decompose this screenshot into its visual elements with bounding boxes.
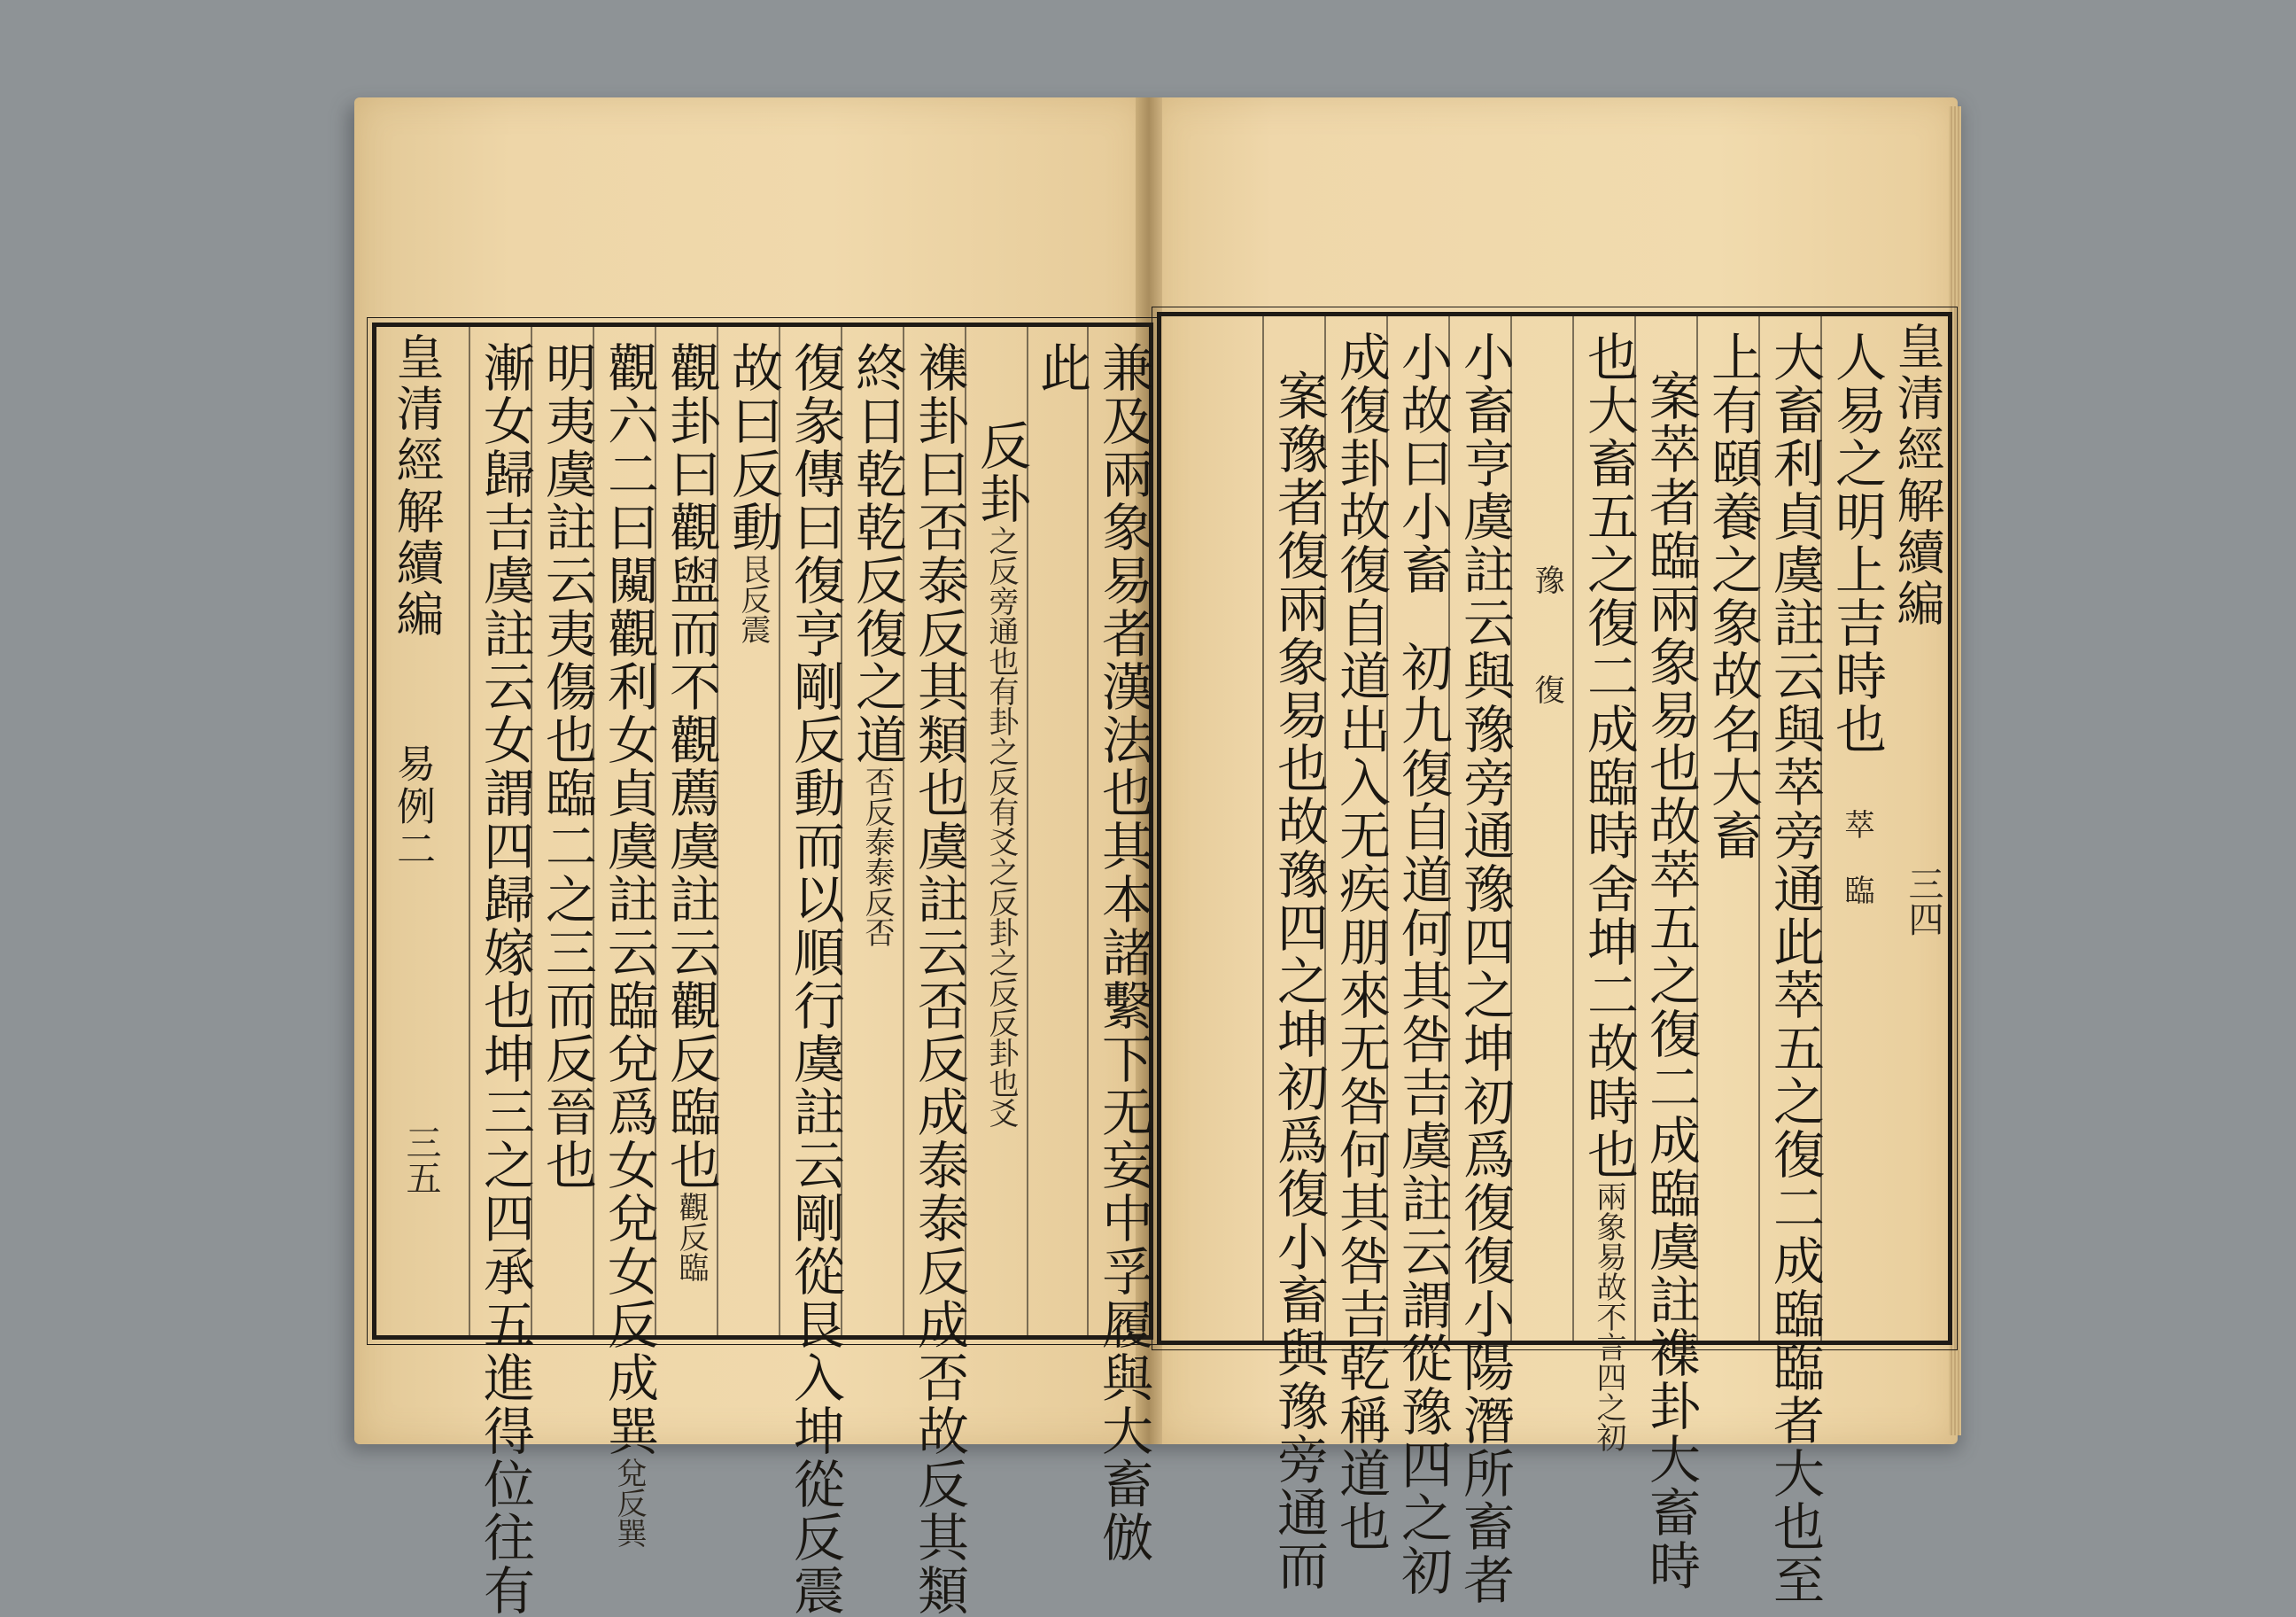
right-col-4: 案萃者臨兩象易也故萃五之復二成臨虞註襍卦大畜時 [1634,316,1696,1341]
left-col-5 [841,327,907,1335]
left-col-3 [965,327,1031,1335]
right-col-8-main: 小故曰小畜 [1392,330,1453,596]
left-col-11: 漸女歸吉虞註云女謂四歸嫁也坤三之四承五進得位往有 [469,327,531,1335]
left-margin-title: 皇清經解續編 [389,332,445,641]
left-col-4: 襍卦曰否泰反其類也虞註云否反成泰泰反成否故反其類 [903,327,965,1335]
right-col-6 [1510,316,1572,1341]
right-col-1 [1820,316,1887,1341]
right-col-5-main: 也大畜五之復二成臨時舍坤二故時也 [1578,330,1639,1181]
left-col-7-note: 艮反震 [735,554,771,644]
right-col-6-note-a: 豫 [1529,564,1564,595]
left-col-3-main: 反卦 [971,419,1031,525]
right-col-8-cont: 初九復自道何其咎吉虞註云謂從豫四之初 [1392,641,1453,1598]
right-col-9: 成復卦故復自道出入无疾朋來无咎何其咎吉乾稱道也 [1324,316,1386,1341]
right-col-7: 小畜亨虞註云與豫旁通豫四之坤初爲復復小陽潛所畜者 [1448,316,1510,1341]
left-text-frame [372,323,1153,1617]
left-col-5-main: 終日乾乾反復之道 [847,341,907,766]
left-col-9 [593,327,659,1548]
left-col-9-main: 觀六二曰闚觀利女貞虞註云臨兌爲女兌女反成巽 [599,341,659,1458]
left-col-7 [717,327,783,1335]
left-col-10: 明夷虞註云夷傷也臨二之三而反晉也 [531,327,593,1335]
right-col-1-main: 人易之明上吉時也 [1827,330,1887,756]
left-col-5-note: 否反泰泰反否 [859,766,895,947]
left-col-3-note: 之反旁通也有卦之反有爻之反卦之反反卦也爻 [983,525,1019,1128]
right-col-6-note-b: 復 [1529,674,1564,704]
right-col-2: 大畜利貞虞註云與萃旁通此萃五之復二成臨臨者大也至 [1758,316,1820,1341]
right-col-10: 案豫者復兩象易也故豫四之坤初爲復小畜與豫旁通而 [1262,316,1324,1341]
left-col-7-main: 故曰反動 [723,341,783,554]
right-col-1-note-a: 萃 [1839,809,1874,839]
right-col-5-note: 兩象易故不言四之初 [1591,1181,1626,1452]
left-col-2: 此 [1027,327,1087,1335]
left-col-8-note: 觀反臨 [673,1192,709,1282]
right-margin-title: 皇清經解續編 [1889,322,1945,630]
left-col-8 [655,327,721,1335]
left-col-1: 兼及兩象易者漢法也其本諸繫下无妄中孚履與大畜倣 [1087,327,1149,1335]
right-text-frame [1157,312,1952,1606]
right-col-1-note-b: 臨 [1839,875,1874,905]
left-col-9-note: 兌反巽 [611,1458,647,1548]
right-folio: 三四 [1903,866,1943,937]
left-margin-section: 易例二 [390,743,435,871]
right-col-8 [1386,316,1453,1598]
right-col-3: 上有頤養之象故名大畜 [1696,316,1758,1341]
left-folio: 三五 [400,1124,441,1195]
left-col-8-main: 觀卦曰觀盥而不觀薦虞註云觀反臨也 [661,341,721,1192]
right-col-5 [1572,316,1639,1452]
left-col-6: 復彖傳曰復亨剛反動而以順行虞註云剛從艮入坤從反震 [779,327,841,1335]
